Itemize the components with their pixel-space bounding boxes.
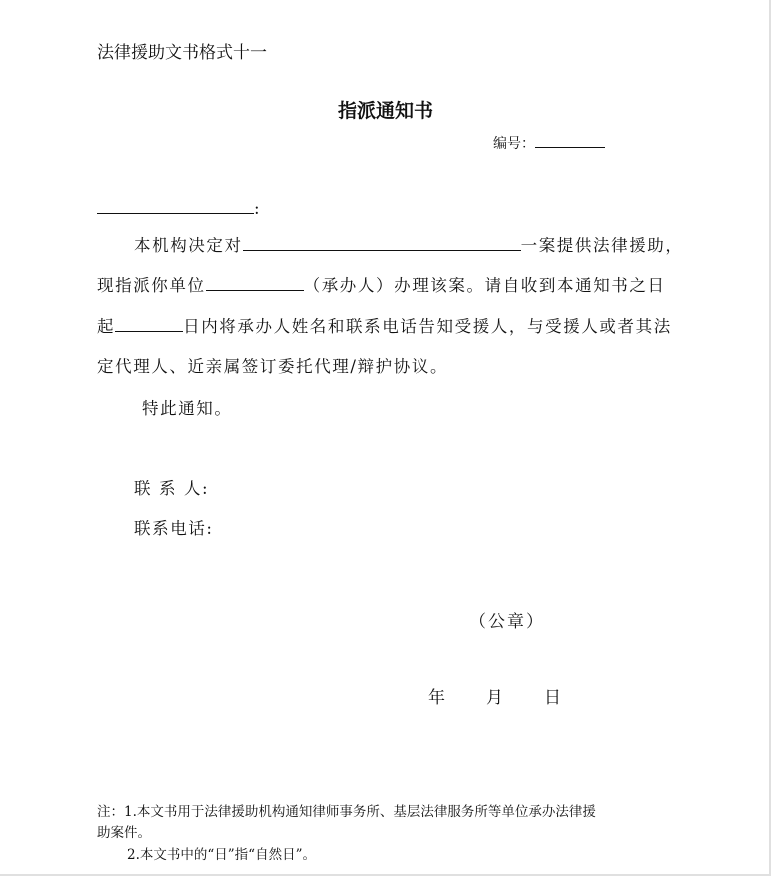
paragraph-line-3 xyxy=(97,313,672,337)
case-blank xyxy=(243,234,521,251)
para-text: 本机构决定对 xyxy=(134,236,243,255)
document-number-row xyxy=(493,131,605,153)
date-day: 日 xyxy=(544,688,561,708)
official-seal-label: （公章） xyxy=(469,612,545,632)
days-blank xyxy=(115,315,183,332)
document-number-blank xyxy=(535,131,605,148)
para-text: 定代理人、近亲属签订委托代理/辩护协议。 xyxy=(97,357,449,376)
addressee-row xyxy=(97,197,261,218)
date-month: 月 xyxy=(486,688,503,708)
para-text: 起 xyxy=(97,317,116,336)
contact-person-label: 联 系 人: xyxy=(134,479,210,498)
para-text: 一案提供法律援助， xyxy=(520,236,684,255)
addressee-colon: : xyxy=(254,199,262,218)
contact-phone-label: 联系电话: xyxy=(134,519,214,538)
para-text: 日内将承办人姓名和联系电话告知受援人，与受援人或者其法 xyxy=(183,317,672,336)
unit-blank xyxy=(206,274,304,291)
note-line-2: 助案件。 xyxy=(97,825,151,841)
para-text: 现指派你单位 xyxy=(97,276,206,295)
paragraph-line-4 xyxy=(97,353,448,377)
paragraph-line-1 xyxy=(134,232,684,256)
para-text: （承办人）办理该案。请自收到本通知书之日 xyxy=(303,276,666,295)
note-line-3: 2.本文书中的“日”指“自然日”。 xyxy=(127,847,316,863)
document-format-header: 法律援助文书格式十一 xyxy=(97,43,267,63)
note-line-1: 注：1.本文书用于法律援助机构通知律师事务所、基层法律服务所等单位承办法律援 xyxy=(97,804,596,820)
document-title: 指派通知书 xyxy=(337,100,433,122)
paragraph-line-2 xyxy=(97,272,666,296)
date-year: 年 xyxy=(428,688,445,708)
notice-text: 特此通知。 xyxy=(142,399,233,418)
addressee-blank xyxy=(97,197,254,214)
document-number-label: 编号： xyxy=(493,136,535,152)
